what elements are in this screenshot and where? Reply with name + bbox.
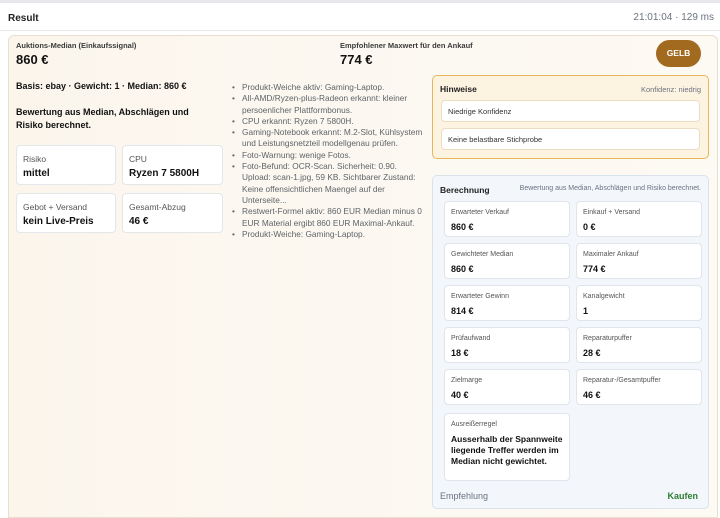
outlier-rule-label: Ausreißerregel	[451, 421, 497, 428]
hints-title: Hinweise	[440, 84, 477, 94]
calc-expected-sale	[444, 201, 570, 237]
max-label: Empfohlener Maxwert für den Ankauf	[340, 41, 473, 50]
list-item: • Foto-Befund: OCR-Scan. Sicherheit: 0.90. Upload: scan-1.jpg, 59 KB. Sichtbarer Zustand: Keine offensichtlichen Maengel auf der Unterseite...	[231, 161, 425, 206]
outlier-rule-value: Ausserhalb der Spannweite liegende Treffer werden im Median nicht gewichtet.	[451, 434, 563, 466]
calc-expected-profit	[444, 285, 570, 321]
cpu-label: CPU	[129, 154, 147, 164]
calculation-panel	[432, 175, 709, 509]
result-header	[0, 3, 720, 31]
calc-weighted-median	[444, 243, 570, 279]
status-badge: GELB	[656, 40, 701, 67]
risk-label: Risiko	[23, 154, 47, 164]
calc-value: 860 €	[451, 264, 474, 274]
calc-label: Reparatur-/Gesamtpuffer	[583, 377, 661, 384]
list-item: • Gaming-Notebook erkannt: M.2-Slot, Kühlsystem und Leistungsnetzteil modellgenau prüfen.	[231, 127, 425, 150]
bid-value: kein Live-Preis	[23, 216, 94, 227]
calc-total-buffer	[576, 369, 702, 405]
cpu-card	[122, 145, 223, 185]
hints-panel	[432, 75, 709, 159]
hint-item: Keine belastbare Stichprobe	[441, 128, 700, 150]
calc-label: Einkauf + Versand	[583, 209, 641, 216]
calc-value: 18 €	[451, 348, 469, 358]
findings-list	[231, 82, 425, 240]
risk-card	[16, 145, 116, 185]
calc-channel-weight	[576, 285, 702, 321]
calc-inspection-cost	[444, 327, 570, 363]
bid-card	[16, 193, 116, 233]
calc-value: 0 €	[583, 222, 596, 232]
calc-max-purchase	[576, 243, 702, 279]
total-deduction-value: 46 €	[129, 216, 149, 227]
calc-label: Zielmarge	[451, 377, 483, 384]
calculation-title: Berechnung	[440, 185, 490, 195]
list-item: • Produkt-Weiche: Gaming-Laptop.	[231, 229, 425, 240]
calc-value: 46 €	[583, 390, 601, 400]
calc-value: 40 €	[451, 390, 469, 400]
hint-item: Niedrige Konfidenz	[441, 100, 700, 122]
total-deduction-card	[122, 193, 223, 233]
median-value: 860 €	[16, 52, 49, 67]
calc-value: 28 €	[583, 348, 601, 358]
list-item: • All-AMD/Ryzen-plus-Radeon erkannt: kleiner persoenlicher Plattformbonus.	[231, 93, 425, 116]
confidence-label: Konfidenz: niedrig	[640, 85, 701, 94]
calc-value: 860 €	[451, 222, 474, 232]
list-item: • Restwert-Formel aktiv: 860 EUR Median minus 0 EUR Material ergibt 860 EUR Maximal-Ankauf.	[231, 206, 425, 229]
bid-label: Gebot + Versand	[23, 202, 88, 212]
cpu-value: Ryzen 7 5800H	[129, 168, 200, 179]
risk-value: mittel	[23, 168, 50, 179]
list-item: • Foto-Warnung: wenige Fotos.	[231, 150, 425, 161]
calc-purchase-shipping	[576, 201, 702, 237]
list-item: • Produkt-Weiche aktiv: Gaming-Laptop.	[231, 82, 425, 93]
total-deduction-label: Gesamt-Abzug	[129, 202, 186, 212]
list-item: • CPU erkannt: Ryzen 7 5800H.	[231, 116, 425, 127]
calc-label: Kanalgewicht	[583, 293, 625, 300]
median-label: Auktions-Median (Einkaufssignal)	[16, 41, 137, 50]
calc-target-margin	[444, 369, 570, 405]
calc-value: 1	[583, 306, 589, 316]
calc-label: Erwarteter Gewinn	[451, 293, 509, 300]
result-timing: 21:01:04 · 129 ms	[633, 12, 714, 23]
recommendation-value: Kaufen	[667, 491, 698, 501]
calc-repair-buffer	[576, 327, 702, 363]
basis-line: Basis: ebay · Gewicht: 1 · Median: 860 €	[16, 81, 187, 91]
valuation-note: Bewertung aus Median, Abschlägen und Risiko berechnet.	[16, 107, 189, 130]
calc-value: 774 €	[583, 264, 606, 274]
calc-value: 814 €	[451, 306, 474, 316]
calculation-subtitle: Bewertung aus Median, Abschlägen und Risiko berechnet.	[519, 185, 701, 192]
calc-label: Reparaturpuffer	[583, 335, 632, 342]
calc-label: Erwarteter Verkauf	[451, 209, 509, 216]
result-title: Result	[8, 13, 39, 24]
calc-label: Prüfaufwand	[451, 335, 491, 342]
max-value: 774 €	[340, 52, 373, 67]
recommendation-label: Empfehlung	[440, 491, 489, 501]
calc-label: Maximaler Ankauf	[583, 251, 639, 258]
outlier-rule-card	[444, 413, 570, 481]
calc-label: Gewichteter Median	[451, 251, 514, 258]
